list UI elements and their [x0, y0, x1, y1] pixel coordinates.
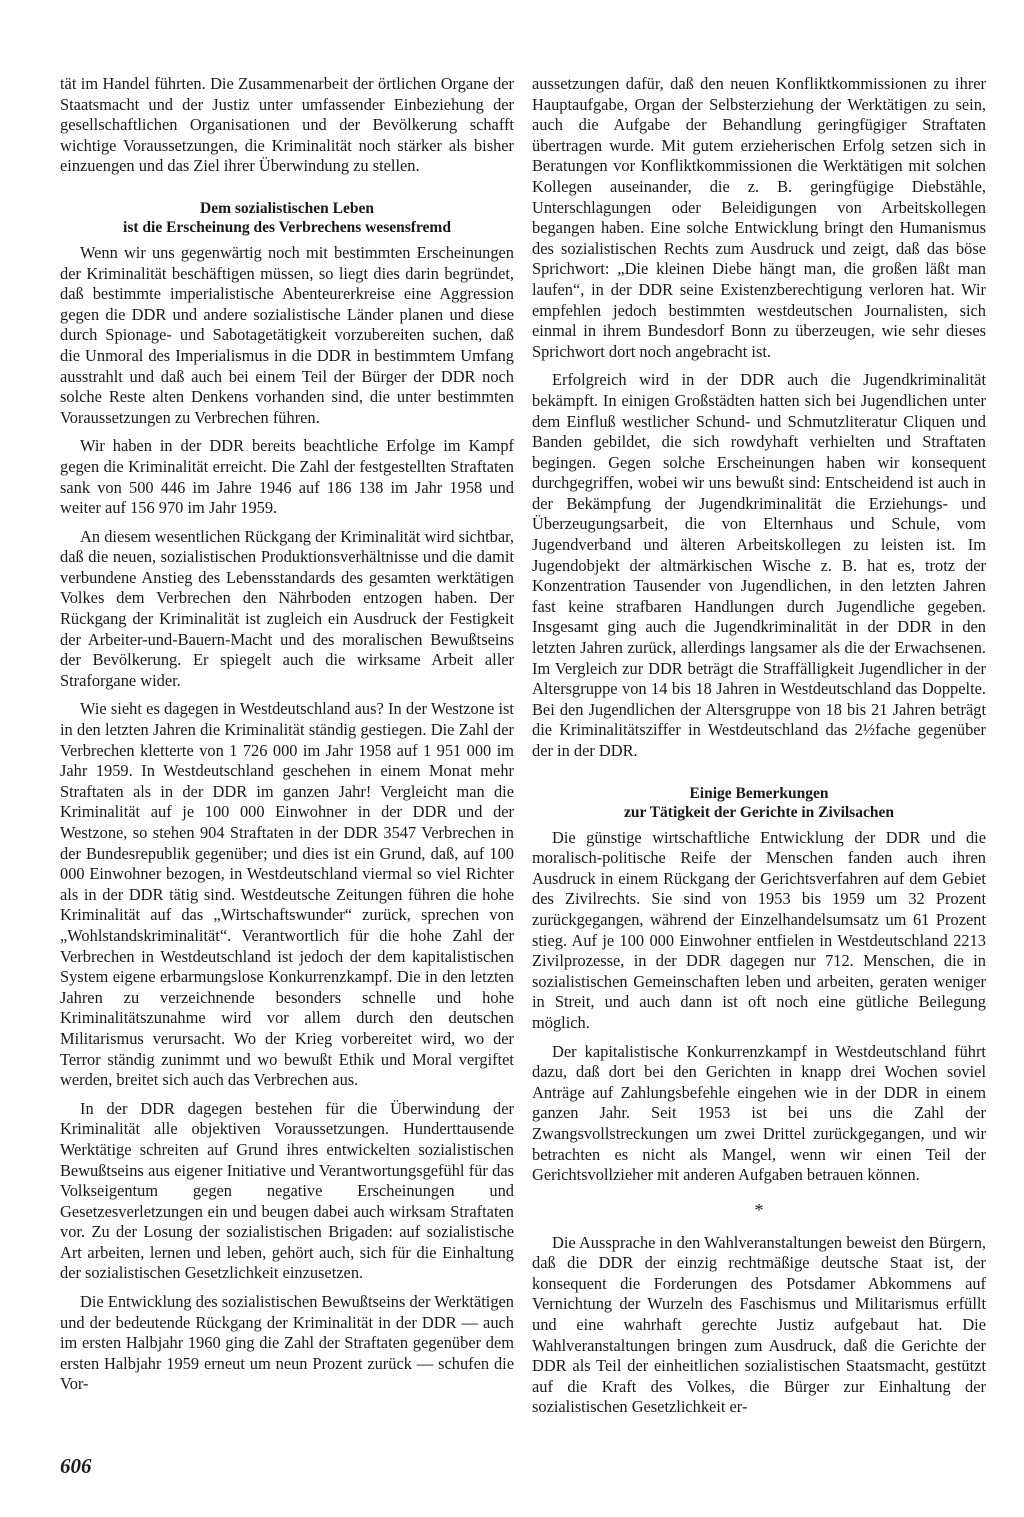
paragraph: In der DDR dagegen bestehen für die Überwindung der Kriminalität alle objektiven Voraussetzungen. Hunderttausende Werktätige schreiten auf Grund ihres entwickelten sozialistischen Bewußtseins aus eigener Initiative und Verantwortungsgefühl für das Volkseigentum gegen negative Erscheinungen und Gesetzesverletzungen ein und beugen dabei auch wirksam Straftaten vor. Zu der Losung der sozialistischen Brigaden: auf sozialistische Art arbeiten, lernen und leben, gehört auch, sich für die Einhaltung der sozialistischen Gesetzlichkeit einzusetzen. — [60, 1098, 514, 1283]
heading-line: Einige Bemerkungen — [689, 784, 829, 802]
paragraph: Wie sieht es dagegen in Westdeutschland aus? In der Westzone ist in den letzten Jahren die Kriminalität ständig gestiegen. Die Zahl der Verbrechen kletterte von 1 726 000 im Jahr 1958 auf 1 951 000 im Jahr 1959. In Westdeutschland geschehen in einem Monat mehr Straftaten als in der DDR im ganzen Jahr! Vergleicht man die Kriminalität auf je 100 000 Einwohner in der DDR und der Westzone, so stehen 904 Straftaten in der DDR 3547 Verbrechen in der Bundesrepublik gegenüber; und dies ist ein Grund, daß, auf 100 000 Einwohner bezogen, in Westdeutschland viermal so viel Richter als in der DDR tätig sind. Westdeutsche Zeitungen führen die hohe Kriminalität auf das „Wirtschaftswunder“ zurück, sprechen von „Wohlstandskriminalität“. Verantwortlich für die hohe Zahl der Verbrechen in Westdeutschland ist jedoch der dem kapitalistischen System eigene erbarmungslose Konkurrenzkampf. Die in den letzten Jahren zu verzeichnende besonders schnelle und hohe Kriminalitätszunahme wird vor allem durch den deutschen Militarismus verursacht. Wo der Krieg vorbereitet wird, wo der Terror ständig zunimmt und wo bewußt Ethik und Moral vergiftet werden, breitet sich auch das Verbrechen aus. — [60, 699, 514, 1090]
paragraph-continued: aussetzungen dafür, daß den neuen Konfliktkommissionen zu ihrer Hauptaufgabe, Organ der Selbsterziehung der Werktätigen zu sein, auch die Aufgabe der Behandlung geringfügiger Straftaten übertragen wurde. Mit gutem erzieherischen Erfolg setzen sich in Beratungen vor Konfliktkommissionen die Werktätigen mit solchen Kollegen auseinander, die z. B. geringfügige Diebstähle, Unterschlagungen oder Beleidigungen von Arbeitskollegen begangen haben. Eine solche Entwicklung bringt den Humanismus des sozialistischen Rechts zum Ausdruck und zeigt, daß das böse Sprichwort: „Die kleinen Diebe hängt man, die großen läßt man laufen“, in der DDR seine Existenzberechtigung verloren hat. Wir empfehlen jedoch bestimmten westdeutschen Journalisten, sich einmal in ihrem Bundesdorf Bonn zu überzeugen, wie sehr dieses Sprichwort dort noch angebracht ist. — [532, 74, 986, 361]
heading-line: ist die Erscheinung des Verbrechens wesensfremd — [123, 218, 451, 236]
section-heading-socialist-life — [60, 199, 514, 237]
paragraph: Der kapitalistische Konkurrenzkampf in Westdeutschland führt dazu, daß dort bei den Gerichten in knapp drei Wochen soviel Anträge auf Zahlungsbefehle eingehen wie in der DDR in einem ganzen Jahr. Seit 1953 ist bei uns die Zahl der Zwangsvollstreckungen um zwei Drittel zurückgegangen, und wir betrachten es nicht als Mangel, wenn wir einen Teil der Gerichtsvollzieher mit anderen Aufgaben betrauen können. — [532, 1041, 986, 1185]
paragraph: Die Aussprache in den Wahlveranstaltungen beweist den Bürgern, daß die DDR der einzig rechtmäßige deutsche Staat ist, der konsequent die Forderungen des Potsdamer Abkommens auf Vernichtung der Wurzeln des Faschismus und Militarismus erfüllt und eine wahrhaft gerechte Justiz aufgebaut hat. Die Wahlveranstaltungen bringen zum Ausdruck, daß die Gerichte der DDR als Teil der einheitlichen sozialistischen Staatsmacht, gestützt auf die Kraft des Volkes, die Bürger zur Einhaltung der sozialistischen Gesetzlichkeit er- — [532, 1232, 986, 1417]
paragraph: Wenn wir uns gegenwärtig noch mit bestimmten Erscheinungen der Kriminalität beschäftigen müssen, so liegt dies darin begründet, daß bestimmte imperialistische Abenteurerkreise eine Aggression gegen die DDR und andere sozialistische Länder planen und diese durch Spionage- und Sabotagetätigkeit vorzubereiten suchen, daß die Unmoral des Imperialismus in die DDR in bestimmtem Umfang ausstrahlt und daß auch bei einem Teil der Bürger der DDR noch solche Reste alten Denkens vorhanden sind, die unter bestimmten Voraussetzungen zu Verbrechen führen. — [60, 242, 514, 427]
right-column — [532, 74, 986, 1426]
section-separator: * — [754, 1199, 764, 1220]
heading-line: Dem sozialistischen Leben — [200, 199, 374, 217]
paragraph: Die Entwicklung des sozialistischen Bewußtseins der Werktätigen und der bedeutende Rückgang der Kriminalität in der DDR — auch im ersten Halbjahr 1960 ging die Zahl der Straftaten gegenüber dem ersten Halbjahr 1959 erneut um neun Prozent zurück — schufen die Vor- — [60, 1292, 514, 1394]
paragraph: Die günstige wirtschaftliche Entwicklung der DDR und die moralisch-politische Reife der Menschen fanden auch ihren Ausdruck in einem Rückgang der Gerichtsverfahren auf dem Gebiet des Zivilrechts. Sie sind von 1953 bis 1959 um 32 Prozent zurückgegangen, während der Einzelhandelsumsatz um 61 Prozent stieg. Auf je 100 000 Einwohner entfielen in Westdeutschland 2213 Zivilprozesse, in der DDR dagegen nur 712. Menschen, die in sozialistischen Gemeinschaften leben und arbeiten, geraten weniger in Streit, und auch dann ist oft noch eine gütliche Beilegung möglich. — [532, 827, 986, 1032]
page-number: 606 — [60, 1454, 92, 1478]
left-column — [60, 74, 514, 1403]
paragraph-intro: tät im Handel führten. Die Zusammenarbeit der örtlichen Organe der Staatsmacht und der Justiz unter umfassender Einbeziehung der gesellschaftlichen Organisationen und der Bevölkerung schafft wichtige Voraussetzungen, die Kriminalität noch stärker als bisher einzuengen und das Ziel ihrer Überwindung zu stellen. — [60, 74, 514, 176]
heading-line: zur Tätigkeit der Gerichte in Zivilsachen — [624, 803, 894, 821]
paragraph: An diesem wesentlichen Rückgang der Kriminalität wird sichtbar, daß die neuen, sozialistischen Produktionsverhältnisse und die damit verbundene Anstieg des Lebensstandards des gesamten werktätigen Volkes dem Verbrechen den Nährboden entzogen haben. Der Rückgang der Kriminalität ist zugleich ein Ausdruck der Festigkeit der Arbeiter-und-Bauern-Macht und des moralischen Bewußtseins der Bevölkerung. Er spiegelt auch die wirksame Arbeit aller Straforgane wider. — [60, 526, 514, 690]
paragraph: Wir haben in der DDR bereits beachtliche Erfolge im Kampf gegen die Kriminalität erreicht. Die Zahl der festgestellten Straftaten sank von 500 446 im Jahre 1946 auf 186 138 im Jahr 1958 und weiter auf 156 970 im Jahr 1959. — [60, 436, 514, 518]
paragraph: Erfolgreich wird in der DDR auch die Jugendkriminalität bekämpft. In einigen Großstädten hatten sich bei Jugendlichen unter dem Einfluß westlicher Schund- und Schmutzliteratur Cliquen und Banden gebildet, die sich rowdyhaft verhielten und Straftaten begingen. Gegen solche Erscheinungen haben wir konsequent durchgegriffen, wobei wir uns bewußt sind: Entscheidend ist auch in der Bekämpfung der Jugendkriminalität die Erziehungs- und Überzeugungsarbeit, die von Elternhaus und Schule, vom Jugendverband und älteren Arbeitskollegen zu leisten ist. Im Jugendobjekt der altmärkischen Wische z. B. hat es, trotz der Konzentration Tausender von Jugendlichen, in den letzten Jahren fast keine strafbaren Handlungen durch Jugendliche gegeben. Insgesamt ging auch die Jugendkriminalität in der DDR in den letzten Jahren zurück, allerdings langsamer als die der Erwachsenen. Im Vergleich zur DDR beträgt die Straffälligkeit Jugendlicher in der Altersgruppe von 14 bis 18 Jahren in Westdeutschland das Doppelte. Bei den Jugendlichen der Altersgruppe von 18 bis 21 Jahren beträgt die Kriminalitätsziffer in Westdeutschland das 2½fache gegenüber der in der DDR. — [532, 370, 986, 760]
section-heading-civil-courts — [532, 784, 986, 822]
